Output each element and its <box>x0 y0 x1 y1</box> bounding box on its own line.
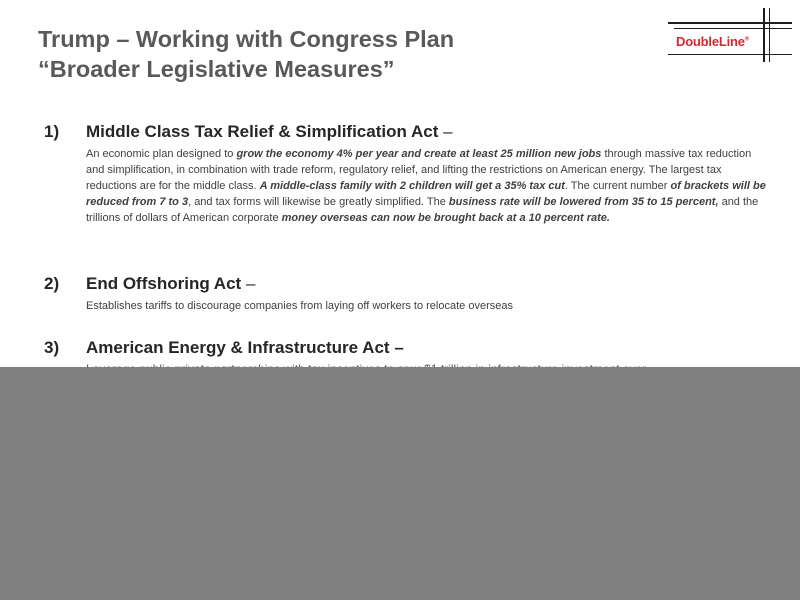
body-text: and the trillions of dollars of American corporate <box>86 196 759 224</box>
item-body <box>86 146 766 226</box>
gray-overlay <box>0 367 800 600</box>
item-body <box>86 298 766 314</box>
body-text: . The current number <box>564 180 671 192</box>
doubleline-logo <box>668 8 792 64</box>
title-line-1: Trump – Working with Congress Plan <box>38 26 455 52</box>
logo-line <box>668 22 792 24</box>
logo-line <box>668 54 792 55</box>
item-heading: End Offshoring Act – <box>86 274 256 293</box>
logo-line <box>674 28 792 29</box>
item-heading: American Energy & Infrastructure Act – <box>86 338 404 357</box>
emphasis-text: grow the economy 4% per year and create at least 25 million new jobs <box>236 148 602 160</box>
logo-wordmark: DoubleLine® <box>676 34 750 49</box>
body-text: An economic plan designed to <box>86 148 237 160</box>
body-text: , and tax forms will likewise be greatly simplified. The <box>188 196 449 208</box>
body-text: Establishes tariffs to discourage companies from laying off workers to relocate overseas <box>86 300 513 312</box>
title-line-2: “Broader Legislative Measures” <box>38 56 395 82</box>
body-text: through massive tax reduction and simplification, in combination with trade reform, regulatory relief, and lifting the restrictions on American energy. The largest tax reductions are for the middle class. <box>86 148 752 192</box>
item-heading: Middle Class Tax Relief & Simplification Act – <box>86 122 453 141</box>
page-title <box>38 24 454 84</box>
item-number: 3) <box>44 338 60 357</box>
emphasis-text: money overseas can now be brought back at a 10 percent rate. <box>281 212 610 224</box>
emphasis-text: business rate will be lowered from 35 to 15 percent, <box>448 196 719 208</box>
item-number: 2) <box>44 274 60 293</box>
item-number: 1) <box>44 122 60 141</box>
emphasis-text: A middle-class family with 2 children will get a 35% tax cut <box>259 180 565 192</box>
emphasis-text: of brackets will be reduced from 7 to 3 <box>86 180 766 208</box>
